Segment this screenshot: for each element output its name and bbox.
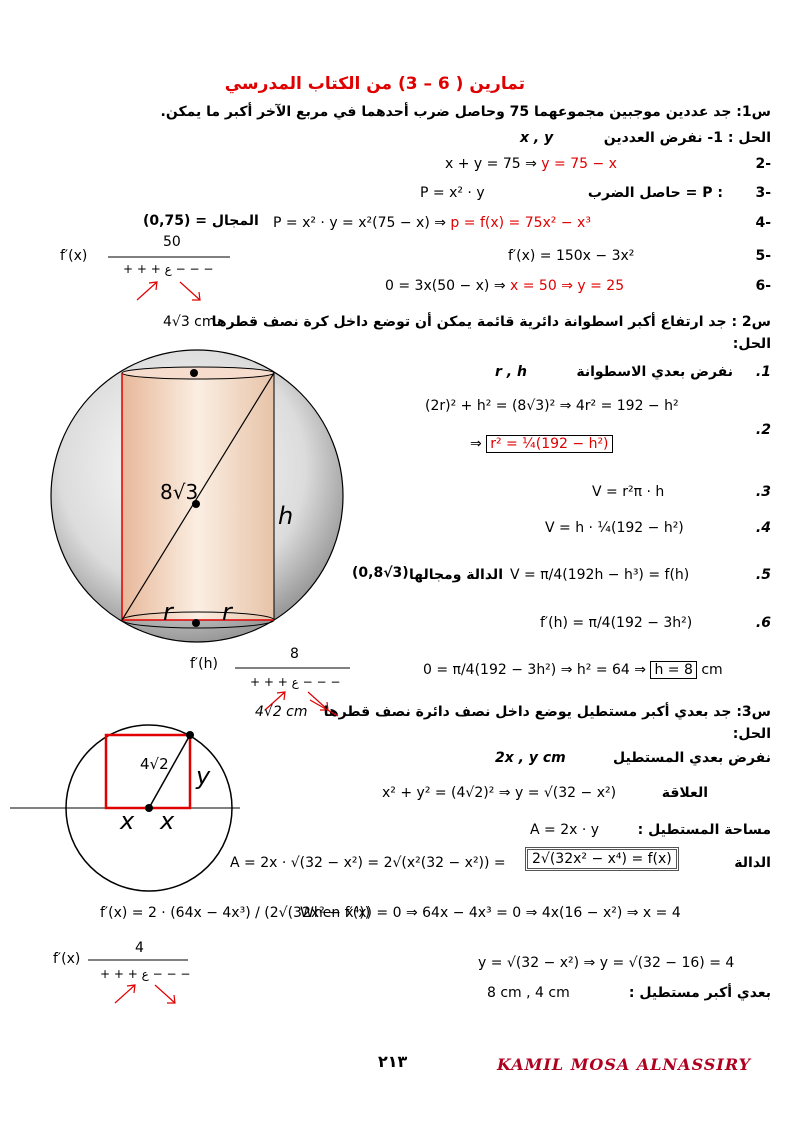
q2-s2-eq: (2r)² + h² = (8√3)² ⇒ 4r² = 192 − h² — [425, 398, 679, 414]
corner-dot — [186, 731, 194, 739]
q3-function-label: الدالة — [734, 855, 771, 871]
q3-question: س3: جد بعدي أكبر مستطيل يوضع داخل نصف دائرة نصف قطرها — [323, 704, 771, 720]
q3-signchart-value: 4 — [135, 940, 144, 956]
height-label: h — [278, 502, 294, 530]
q3-function-math: A = 2x · √(32 − x²) = 2√(x²(32 − x²)) = — [230, 855, 506, 871]
q1-step1-label: الحل : 1- نفرض العددين — [603, 130, 771, 146]
q3-fig-x-label-1: x — [120, 807, 135, 835]
q2-s6-num: 6. — [755, 615, 771, 631]
q2-s1-math: r , h — [495, 364, 527, 380]
q3-answer-math: 8 cm , 4 cm — [487, 985, 570, 1001]
q3-fig-radius-label: 4√2 — [140, 755, 169, 773]
q1-step6-math: 0 = 3x(50 − x) ⇒ — [385, 278, 511, 294]
q1-step3-num: -3 — [755, 185, 771, 201]
q1-step2-math: x + y = 75 ⇒ — [445, 156, 542, 172]
q3-solution-label: الحل: — [732, 726, 771, 742]
q3-derivative: f′(x) = 2 · (64x − 4x³) / (2√(32x² − x⁴)) — [100, 905, 371, 921]
q3-area-math: A = 2x · y — [530, 822, 600, 838]
q1-step1-math: x , y — [520, 130, 554, 146]
q1-domain: (0,75) = المجال — [143, 213, 259, 229]
q2-signchart-fp: f′(h) — [190, 656, 218, 672]
q2-signchart-value: 8 — [290, 646, 299, 662]
q1-step2-result: y = 75 − x — [541, 156, 617, 172]
q2-s4-num: 4. — [755, 520, 771, 536]
q3-relation-math: x² + y² = (4√2)² ⇒ y = √(32 − x²) — [382, 785, 617, 801]
q3-dims-math: 2x , y cm — [495, 750, 566, 766]
radius-label-2: r — [222, 598, 232, 626]
q1-step4-result: p = f(x) = 75x² − x³ — [450, 215, 591, 231]
q1-step5-num: -5 — [755, 248, 771, 264]
q1-signchart-signs: + + + ع − − − — [123, 262, 214, 276]
radius-label-1: r — [163, 598, 173, 626]
q2-s5-label: الدالة ومجالها — [408, 567, 503, 583]
q1-question: س1: جد عددين موجبين مجموعهما 75 وحاصل ضرب أحدهما في مربع الآخر أكبر ما يمكن. — [160, 104, 771, 120]
q1-signchart-fp: f′(x) — [60, 248, 88, 264]
q1-signchart-value: 50 — [163, 234, 181, 250]
q3-answer-label: بعدي أكبر مستطيل : — [628, 985, 771, 1001]
diag-label: 8√3 — [160, 480, 199, 504]
q2-s3-num: 3. — [755, 484, 771, 500]
q2-s3-math: V = r²π · h — [592, 484, 665, 500]
q1-step4-math: P = x² · y = x²(75 − x) ⇒ — [273, 215, 451, 231]
q2-question: س2 : جد ارتفاع أكبر اسطوانة دائرية قائمة يمكن أن توضع داخل كرة نصف قطرها — [211, 314, 771, 330]
q3-radius: 4√2 cm — [255, 704, 308, 720]
q3-signchart-signs: + + + ع − − − — [100, 967, 191, 981]
q1-step4-num: -4 — [755, 215, 771, 231]
q2-solution-label: الحل: — [732, 336, 771, 352]
q2-s5-math: V = π/4(192h − h³) = f(h) — [510, 567, 690, 583]
q2-s5-num: 5. — [755, 567, 771, 583]
q2-s5-domain: (0,8√3) — [352, 565, 409, 581]
page-number: ٢١٣ — [378, 1052, 408, 1071]
q2-s7-boxed: h = 8 — [650, 661, 696, 679]
q1-step2-num: -2 — [755, 156, 771, 172]
q2-s1-label: نفرض بعدي الاسطوانة — [576, 364, 733, 380]
q2-s2-result: ⇒ r² = ¼(192 − h²) — [470, 436, 613, 452]
q3-relation-label: العلاقة — [661, 785, 708, 801]
q2-s7-unit: cm — [701, 662, 723, 678]
q1-step3-math: P = x² · y — [420, 185, 485, 201]
q3-when: When f′(x) = 0 ⇒ 64x − 4x³ = 0 ⇒ 4x(16 − x²) ⇒ x = 4 — [300, 905, 681, 921]
q3-signchart-fp: f′(x) — [53, 951, 81, 967]
q3-area-label: مساحة المستطيل : — [637, 822, 771, 838]
q2-s2-boxed: r² = ¼(192 − h²) — [486, 435, 612, 453]
q3-function-boxed: 2√(32x² − x⁴) = f(x) — [525, 847, 679, 871]
q1-step3-label: : P = حاصل الضرب — [587, 185, 723, 201]
page-title: تمارين ( 6 – 3) من الكتاب المدرسي — [224, 74, 525, 94]
q2-s1-num: 1. — [755, 364, 771, 380]
q3-y-math: y = √(32 − x²) ⇒ y = √(32 − 16) = 4 — [478, 955, 735, 971]
q1-step6-result: x = 50 ⇒ y = 25 — [510, 278, 625, 294]
q2-s4-math: V = h · ¼(192 − h²) — [545, 520, 684, 536]
q3-fig-x-label-2: x — [160, 807, 175, 835]
center-dot — [145, 804, 153, 812]
q3-dims-label: نفرض بعدي المستطيل — [613, 750, 771, 766]
q2-s7-math: 0 = π/4(192 − 3h²) ⇒ h² = 64 ⇒ — [423, 662, 647, 678]
q1-step6-num: -6 — [755, 278, 771, 294]
q2-s6-math: f′(h) = π/4(192 − 3h²) — [540, 615, 693, 631]
q2-s2-num: 2. — [755, 422, 771, 438]
q2-radius: 4√3 cm — [163, 314, 216, 330]
author-signature: KAMIL MOSA ALNASSIRY — [497, 1055, 752, 1074]
q2-signchart-signs: + + + ع − − − — [250, 675, 341, 689]
q1-step5-math: f′(x) = 150x − 3x² — [508, 248, 635, 264]
q3-fig-y-label: y — [196, 762, 211, 790]
